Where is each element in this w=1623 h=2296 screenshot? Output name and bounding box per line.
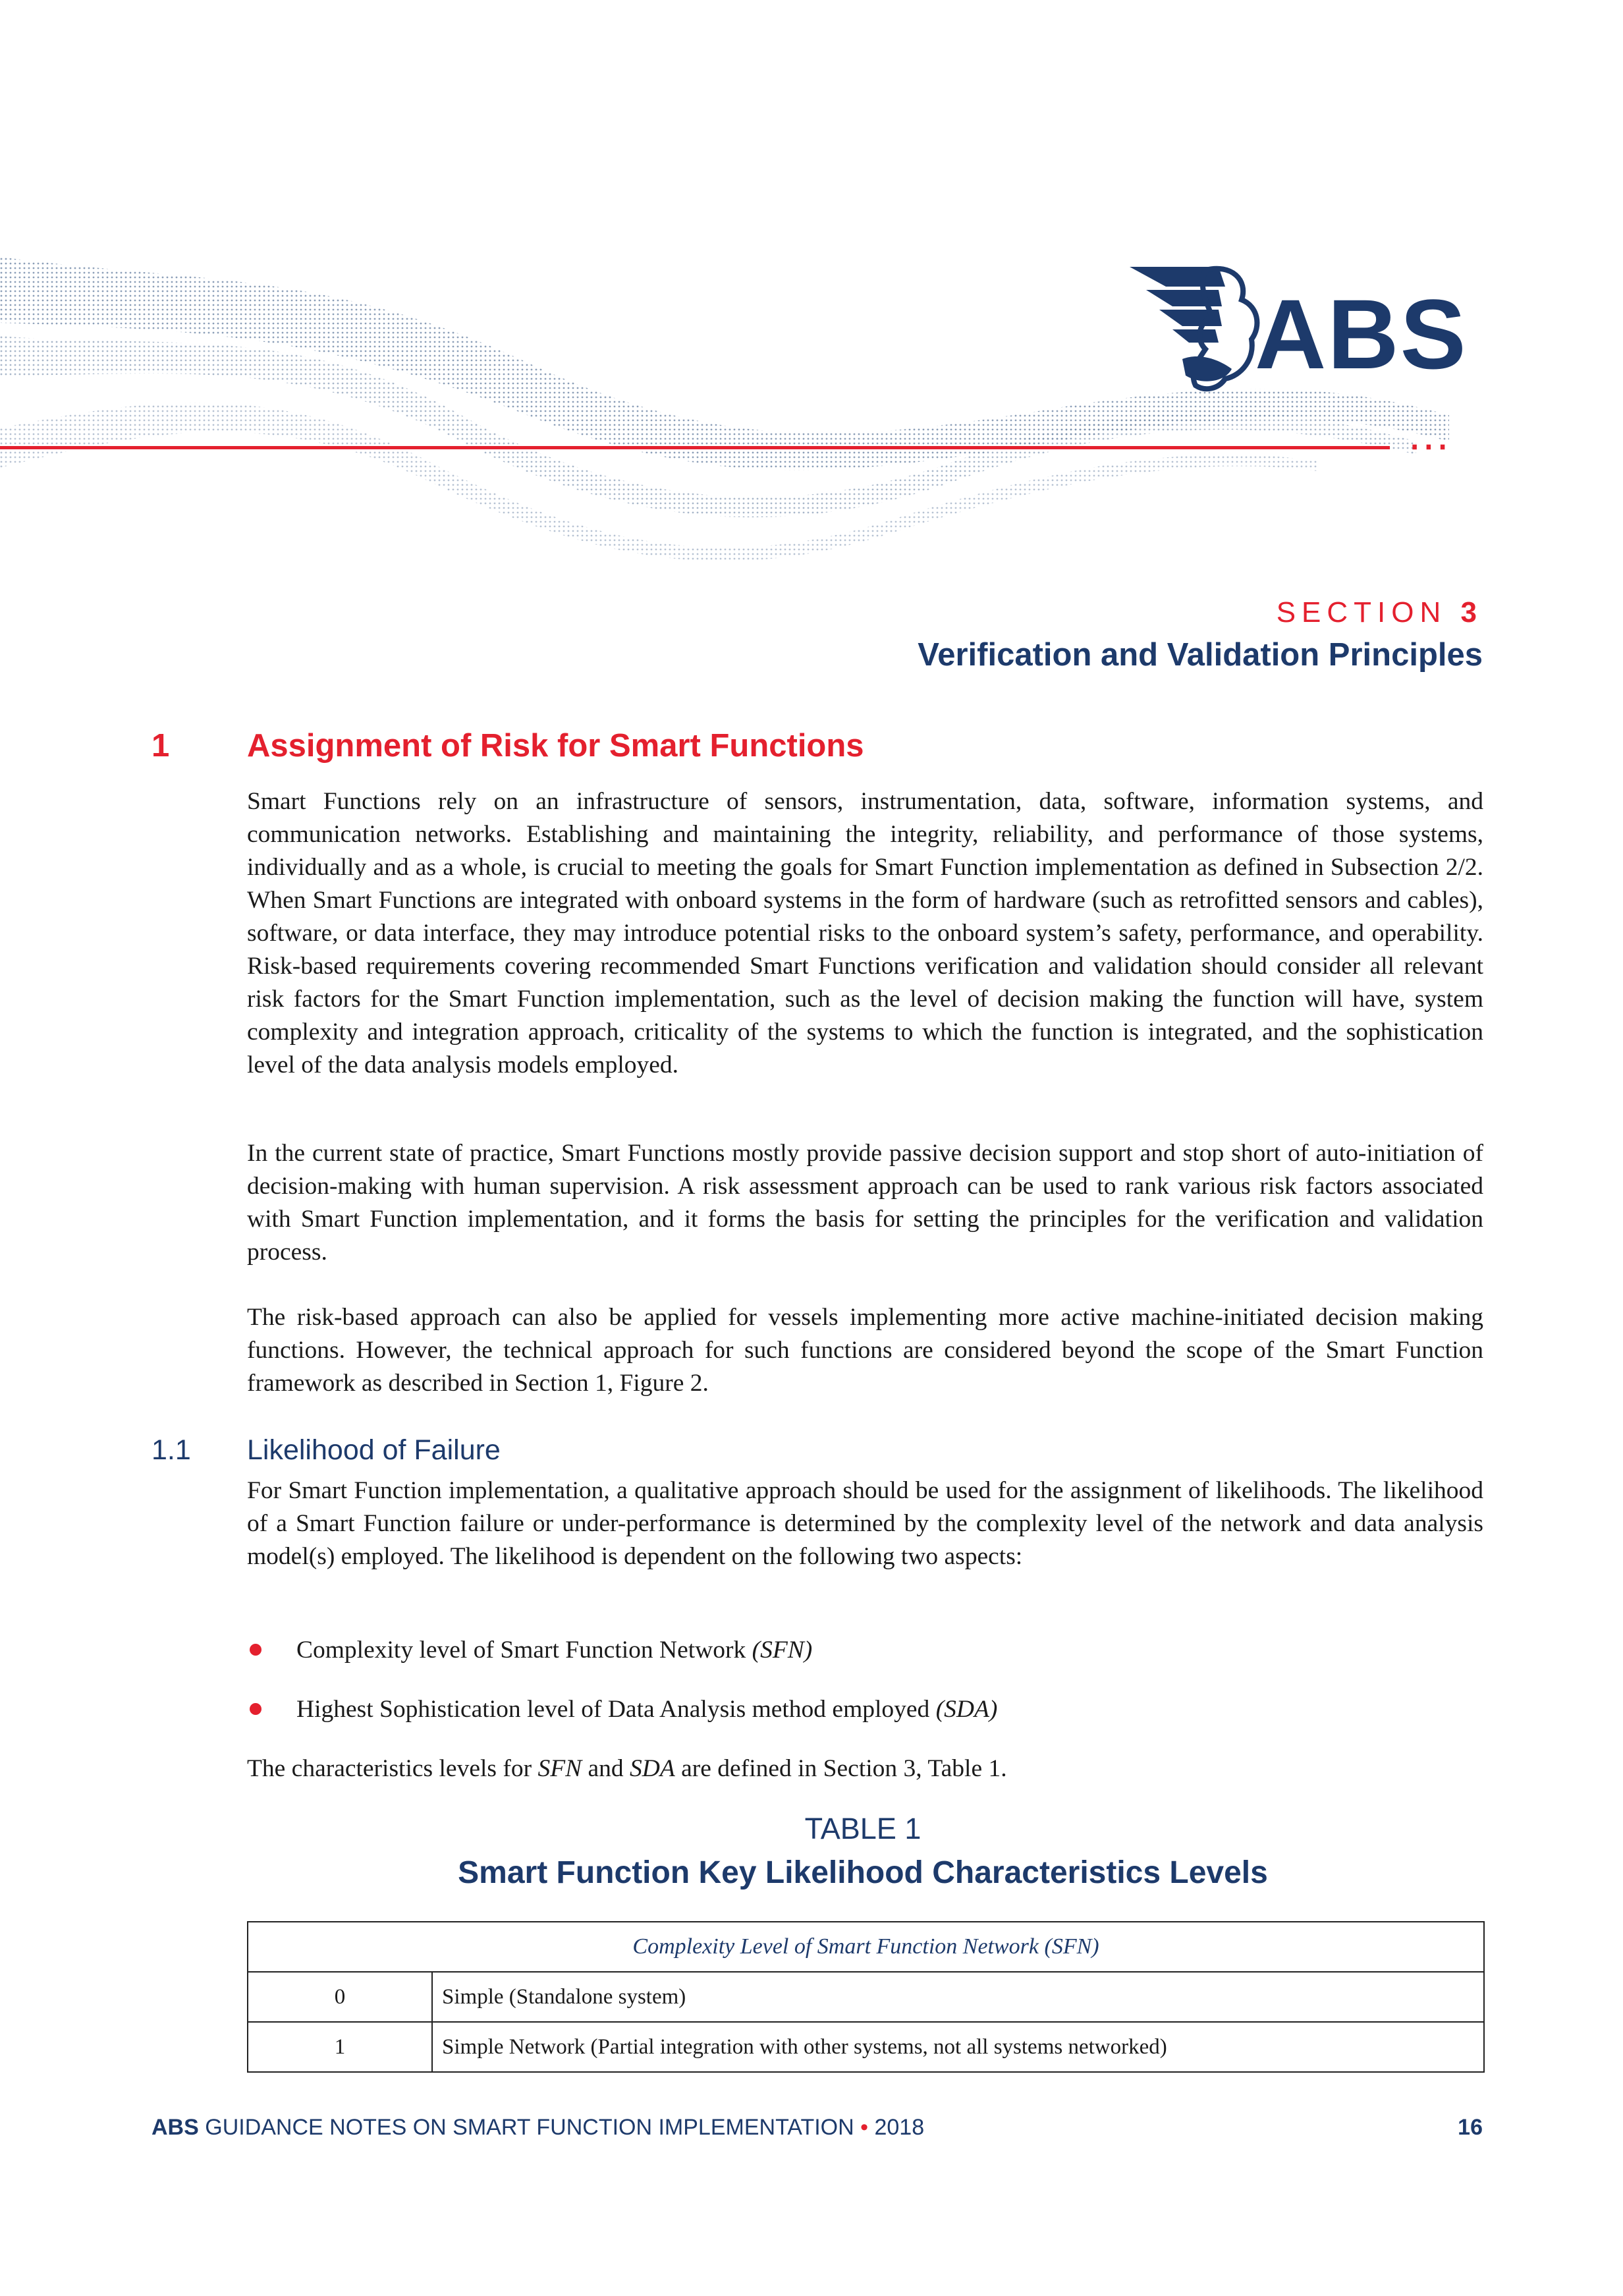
section-word: SECTION [1276,596,1447,629]
bullet-abbr: (SFN) [752,1637,813,1664]
table-label: TABLE 1 [804,1812,922,1845]
header-rule-dots: ⋅⋅⋅ [1410,430,1452,465]
bullet-dot-icon [250,1703,261,1715]
bullet-abbr: (SDA) [935,1696,998,1723]
table-row [248,1972,1484,2022]
section-title: Verification and Validation Principles [918,637,1483,673]
bullet-item [247,1634,1483,1667]
page-footer [151,2115,924,2141]
bullet-list [247,1634,1483,1752]
closing-text-and: and [582,1755,630,1782]
table-title: Smart Function Key Likelihood Characteristics Levels [458,1855,1268,1890]
bullet-item [247,1693,1483,1726]
abs-logo-wordmark: ABS [1255,279,1468,389]
bullet-text: Complexity level of Smart Function Network [296,1637,752,1664]
heading-1-1-number: 1.1 [151,1434,191,1466]
header-red-rule [0,446,1390,449]
section-label [1277,596,1483,629]
paragraph-3: The risk-based approach can also be applied for vessels implementing more active machine-initiated decision making functions. However, the technical approach for such functions are considered beyond the scope of the Smart Function framework as described in Section 1, Figure 2. [247,1304,1483,1397]
footer-brand: ABS [151,2115,199,2140]
table-cell-description: Simple Network (Partial integration with other systems, not all systems networked) [432,2022,1484,2072]
closing-sfn: SFN [537,1755,582,1782]
section-number: 3 [1460,596,1483,629]
table-row [248,2022,1484,2072]
paragraph-4: For Smart Function implementation, a qualitative approach should be used for the assignment of likelihoods. The likelihood of a Smart Function failure or under-performance is determined by the complexity level of the network and data analysis model(s) employed. The likelihood is dependent on the following two aspects: [247,1477,1483,1570]
table-header-cell: Complexity Level of Smart Function Network (SFN) [248,1922,1484,1972]
table-cell-description: Simple (Standalone system) [432,1972,1484,2022]
table-cell-level: 0 [248,1972,432,2022]
footer-year: 2018 [868,2115,925,2140]
paragraph-2: In the current state of practice, Smart Functions mostly provide passive decision support and stop short of auto-initiation of decision-making with human supervision. A risk assessment approach can be used to rank various risk factors associated with Smart Function implementation, and it forms the basis for setting the principles for the verification and validation process. [247,1140,1483,1266]
likelihood-table [247,1921,1485,2073]
bullet-text: Highest Sophistication level of Data Analysis method employed [296,1696,936,1723]
table-header-row [248,1922,1484,1972]
heading-1-title: Assignment of Risk for Smart Functions [247,728,864,764]
closing-text-pre: The characteristics levels for [247,1755,538,1782]
bullet-dot-icon [250,1644,261,1656]
closing-text-post: are defined in Section 3, Table 1. [674,1755,1007,1782]
heading-1-number: 1 [151,728,170,764]
paragraph-1: Smart Functions rely on an infrastructure of sensors, instrumentation, data, software, information systems, and communication networks. Establishing and maintaining the integrity, reliability, and performance of those systems, individually and as a whole, is crucial to meeting the goals for Smart Function implementation as defined in Subsection 2/2. When Smart Functions are integrated with onboard systems in the form of hardware (such as retrofitted sensors and cables), software, or data interface, they may introduce potential risks to the onboard system’s safety, performance, and operability. Risk-based requirements covering recommended Smart Functions verification and validation should consider all relevant risk factors for the Smart Function implementation, such as the level of decision making the function will have, system complexity and integration approach, criticality of the systems to which the function is integrated, and the sophistication level of the data analysis models employed. [247,788,1483,1078]
closing-sda: SDA [630,1755,675,1782]
heading-1-1-title: Likelihood of Failure [247,1434,501,1466]
footer-separator: • [860,2115,869,2140]
table-cell-level: 1 [248,2022,432,2072]
page-number: 16 [1458,2115,1483,2140]
paragraph-5 [247,1752,1483,1785]
footer-doc-title: GUIDANCE NOTES ON SMART FUNCTION IMPLEMENTATION [198,2115,861,2140]
